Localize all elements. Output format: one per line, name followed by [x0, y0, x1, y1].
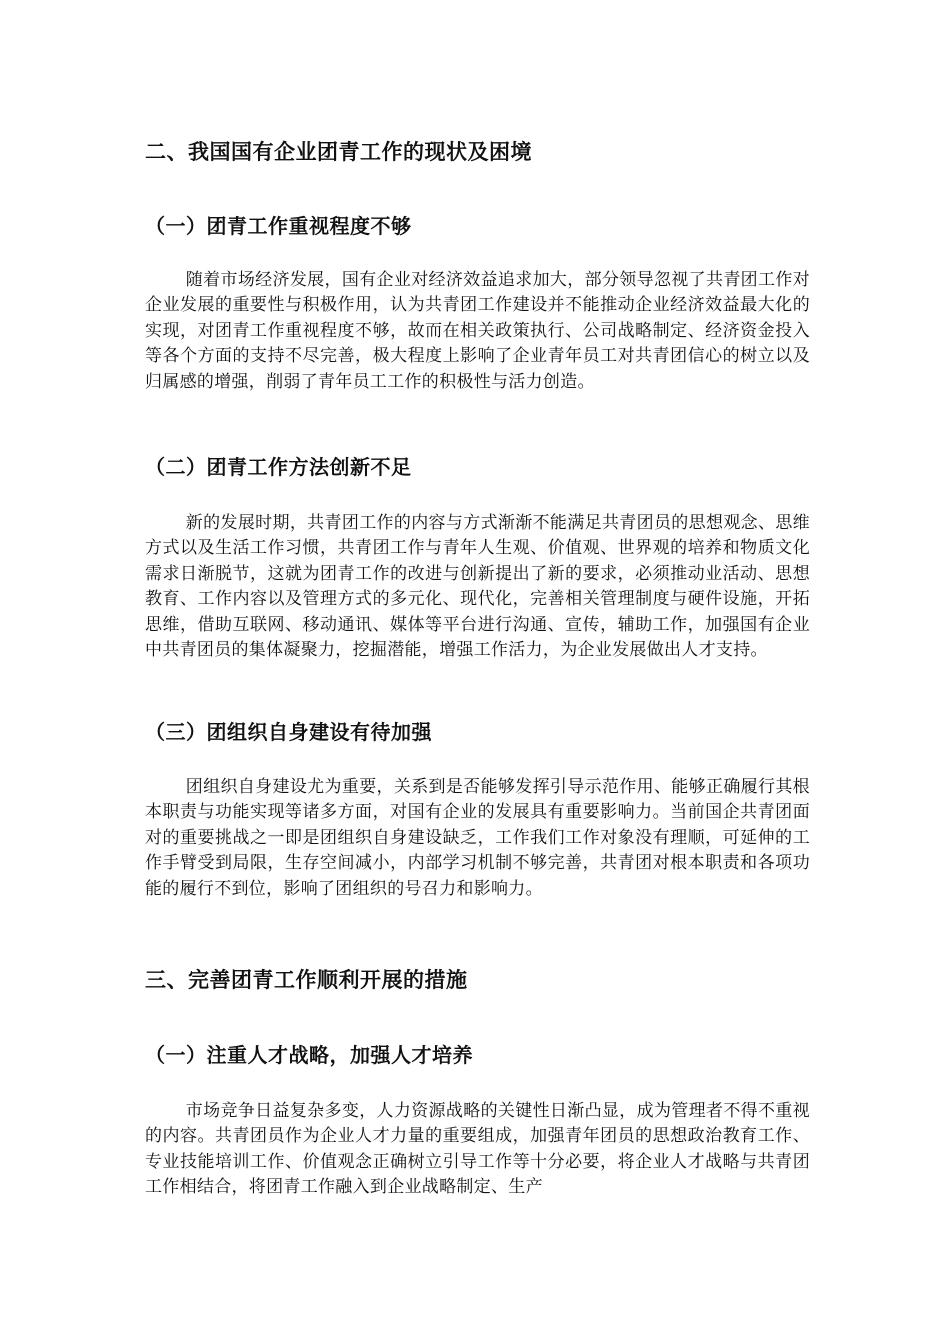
paragraph-insufficient-attention: 随着市场经济发展，国有企业对经济效益追求加大，部分领导忽视了共青团工作对企业发展的重要性与积极作用，认为共青团工作建设并不能推动企业经济效益最大化的实现，对团青工作重视程度不够，故而在相关政策执行、公司战略制定、经济资金投入等各个方面的支持不尽完善，极大程度上影响了企业青年员工对共青团信心的树立以及归属感的增强，削弱了青年员工工作的积极性与活力创造。 [145, 270, 810, 392]
paragraph-talent-strategy: 市场竞争日益复杂多变，人力资源战略的关键性日渐凸显，成为管理者不得不重视的内容。共青团员作为企业人才力量的重要组成，加强青年团员的思想政治教育工作、专业技能培训工作、价值观念正确树立引导工作等十分必要，将企业人才战略与共青团工作相结合，将团青工作融入到企业战略制定、生产 [145, 1101, 810, 1198]
subsection-heading-lack-of-innovation: （二）团青工作方法创新不足 [145, 455, 412, 479]
section-heading-current-situation: 二、我国国有企业团青工作的现状及困境 [145, 139, 532, 164]
section-heading-measures: 三、完善团青工作顺利开展的措施 [145, 967, 468, 992]
subsection-heading-organization-building: （三）团组织自身建设有待加强 [145, 720, 432, 744]
subsection-heading-talent-strategy: （一）注重人才战略，加强人才培养 [145, 1043, 473, 1067]
subsection-heading-insufficient-attention: （一）团青工作重视程度不够 [145, 214, 412, 238]
paragraph-organization-building: 团组织自身建设尤为重要，关系到是否能够发挥引导示范作用、能够正确履行其根本职责与功能实现等诸多方面，对国有企业的发展具有重要影响力。当前国企共青团面对的重要挑战之一即是团组织自身建设缺乏，工作我们工作对象没有理顺，可延伸的工作手臂受到局限，生存空间减小，内部学习机制不够完善，共青团对根本职责和各项功能的履行不到位，影响了团组织的号召力和影响力。 [145, 777, 810, 899]
paragraph-lack-of-innovation: 新的发展时期，共青团工作的内容与方式渐渐不能满足共青团员的思想观念、思维方式以及生活工作习惯，共青团工作与青年人生观、价值观、世界观的培养和物质文化需求日渐脱节，这就为团青工作的改进与创新提出了新的要求，必须推动业活动、思想教育、工作内容以及管理方式的多元化、现代化，完善相关管理制度与硬件设施，开拓思维，借助互联网、移动通讯、媒体等平台进行沟通、宣传，辅助工作，加强国有企业中共青团员的集体凝聚力，挖掘潜能，增强工作活力，为企业发展做出人才支持。 [145, 513, 810, 661]
